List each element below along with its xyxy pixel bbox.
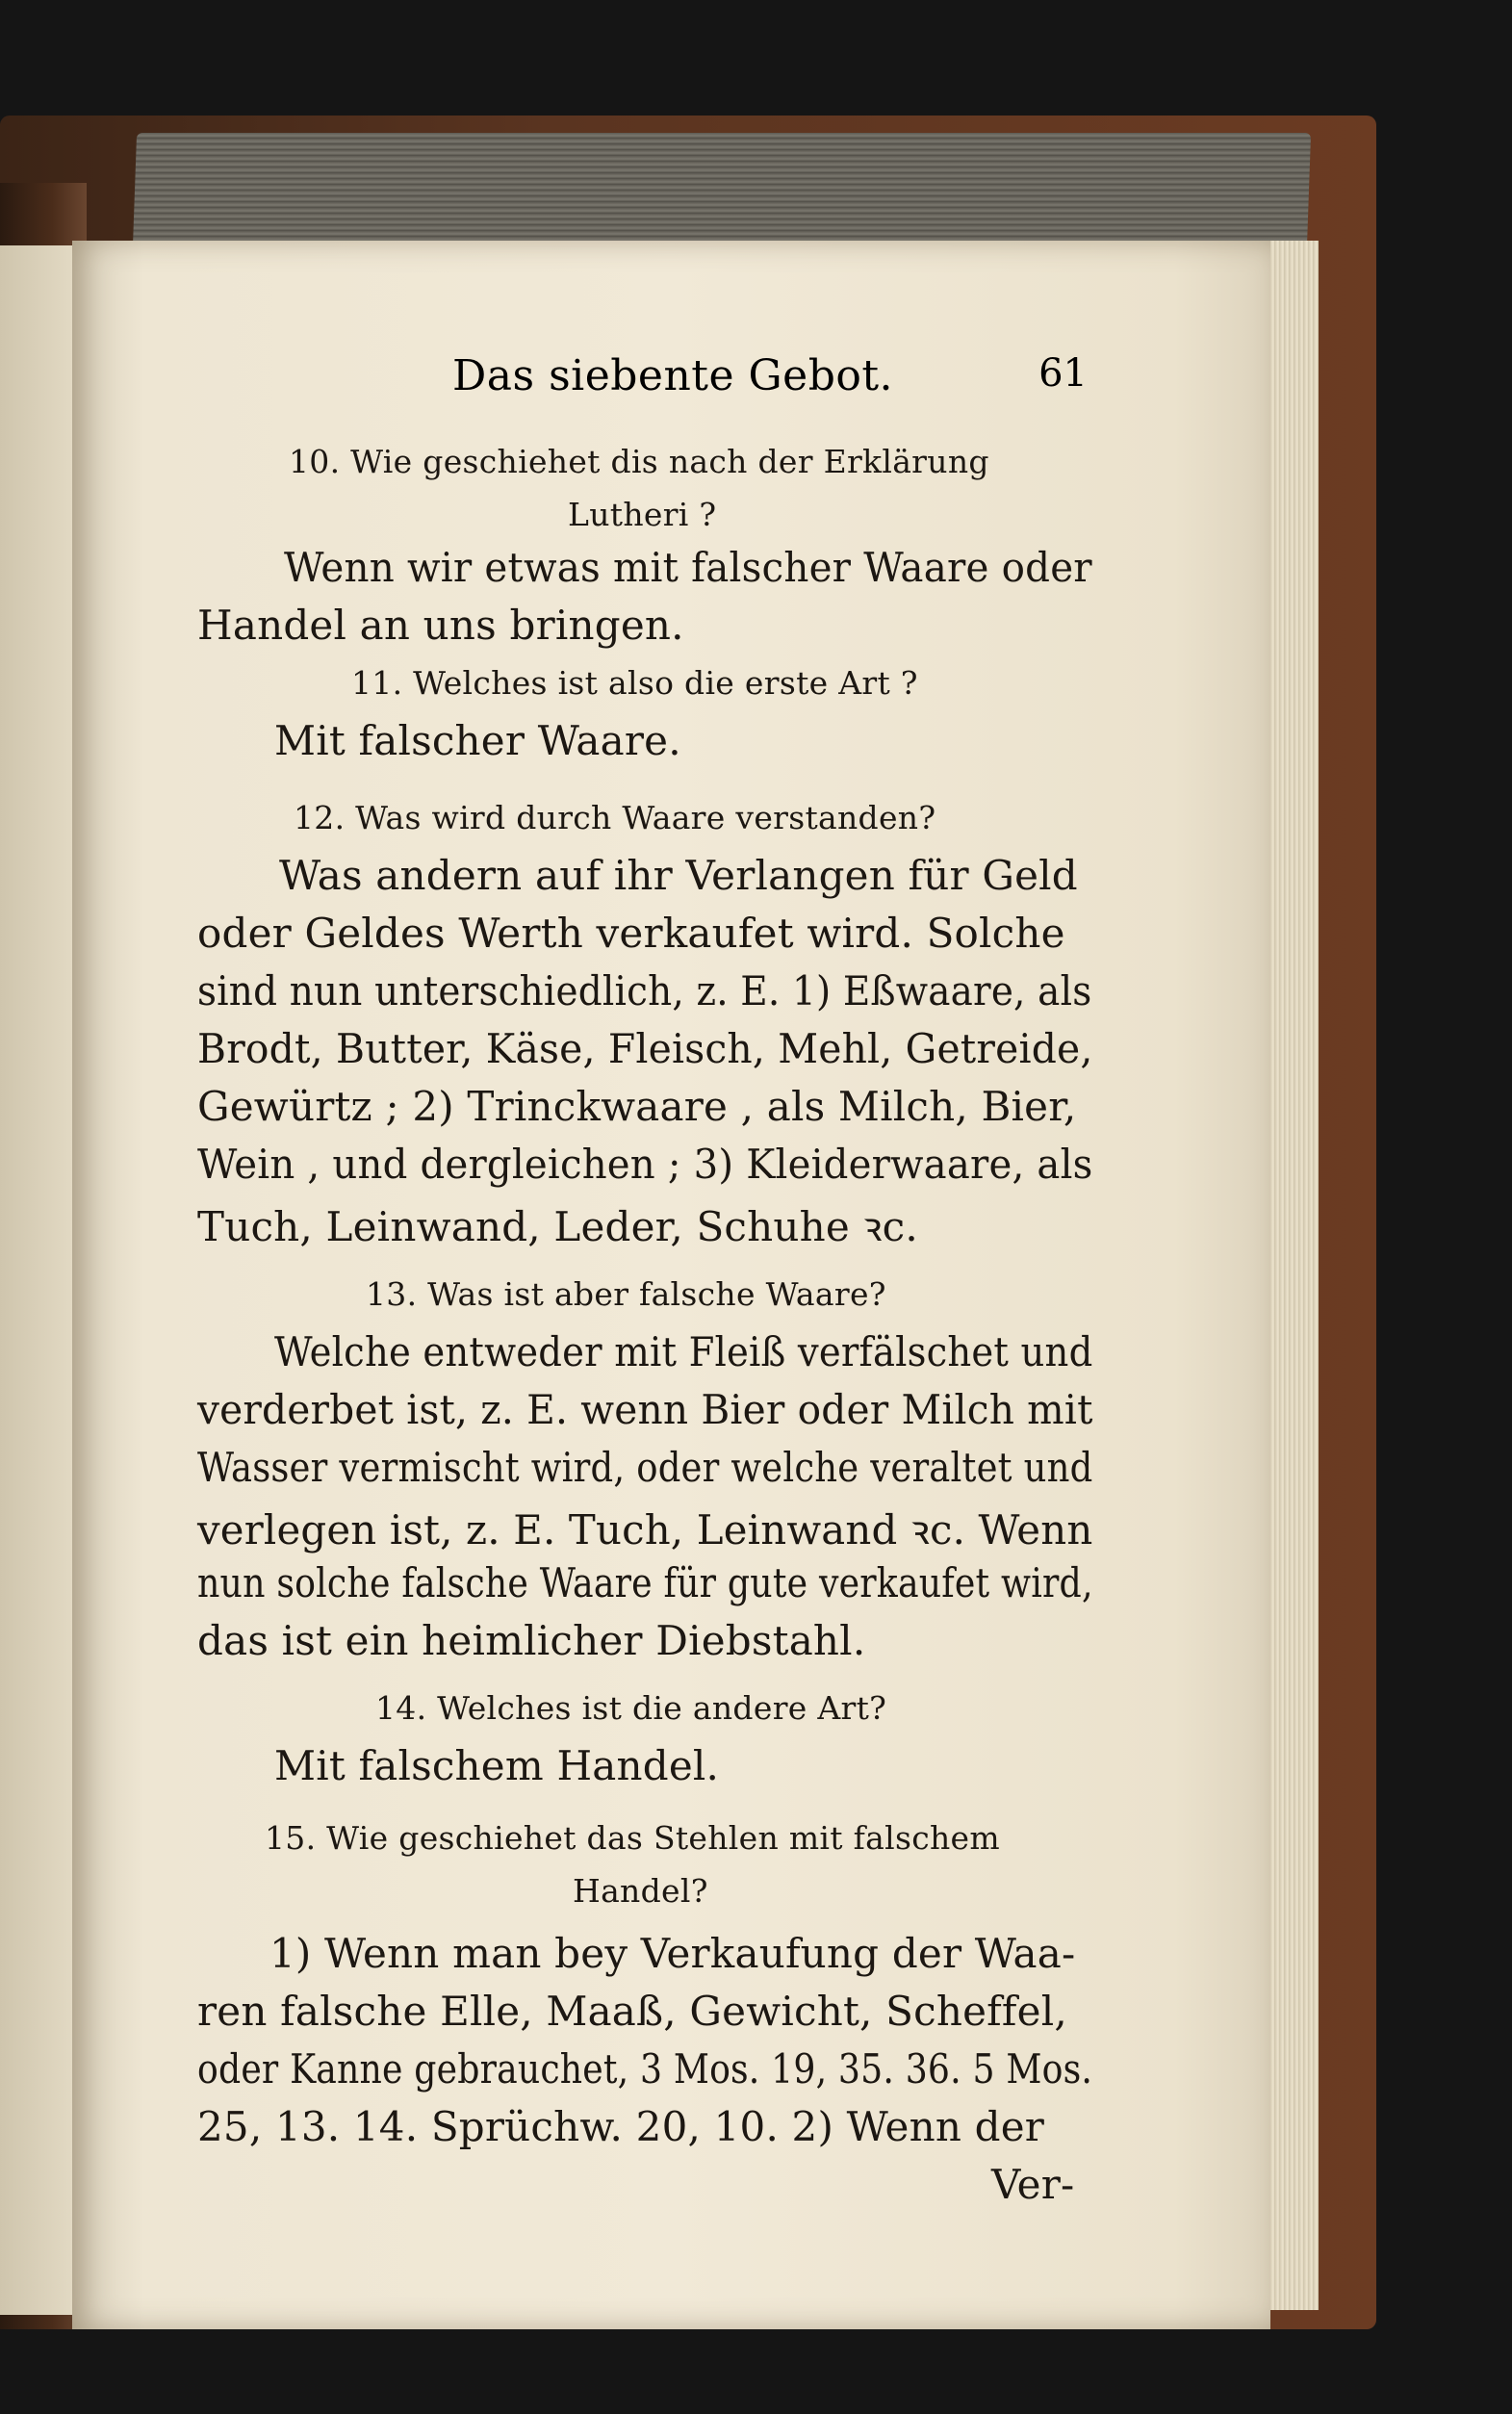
text-line: 1) Wenn man bey Verkaufung der Waa- — [269, 1930, 1076, 1977]
text-line: ren falsche Elle, Maaß, Gewicht, Scheffel, — [197, 1988, 1067, 2035]
text-line: 14. Welches ist die andere Art? — [375, 1689, 887, 1727]
text-line: Lutheri ? — [568, 496, 717, 533]
text-line: Wenn wir etwas mit falscher Waare oder — [284, 544, 1092, 591]
text-line: oder Kanne gebrauchet, 3 Mos. 19, 35. 36. 5 Mos. — [197, 2045, 1093, 2093]
text-line: Gewürtz ; 2) Trinckwaare , als Milch, Bier, — [197, 1083, 1077, 1130]
text-line: Wasser vermischt wird, oder welche veraltet und — [197, 1444, 1093, 1491]
text-line: 11. Welches ist also die erste Art ? — [351, 664, 918, 702]
running-title: Das siebente Gebot. — [452, 351, 894, 400]
text-line: Wein , und dergleichen ; 3) Kleiderwaare, als — [197, 1141, 1093, 1188]
text-line: Handel an uns bringen. — [197, 602, 684, 649]
page-number: 61 — [1038, 351, 1088, 396]
text-line: Tuch, Leinwand, Leder, Schuhe ꝛc. — [197, 1203, 918, 1250]
text-line: 10. Wie geschiehet dis nach der Erklärung — [289, 443, 989, 480]
text-line: Was andern auf ihr Verlangen für Geld — [279, 852, 1078, 899]
page-block-top-edge — [133, 133, 1311, 248]
text-line: verderbet ist, z. E. wenn Bier oder Milch mit — [197, 1386, 1093, 1433]
text-line: Mit falscher Waare. — [274, 717, 681, 764]
text-line: verlegen ist, z. E. Tuch, Leinwand ꝛc. Wenn — [197, 1506, 1093, 1554]
text-line: 13. Was ist aber falsche Waare? — [366, 1275, 886, 1313]
left-page-sliver — [0, 245, 72, 2315]
text-line: 15. Wie geschiehet das Stehlen mit falschem — [265, 1819, 1000, 1857]
text-line: Ver- — [991, 2161, 1075, 2208]
text-line: Brodt, Butter, Käse, Fleisch, Mehl, Getreide, — [197, 1025, 1093, 1072]
text-line: 25, 13. 14. Sprüchw. 20, 10. 2) Wenn der — [197, 2103, 1045, 2150]
page-header — [452, 351, 1088, 409]
text-line: 12. Was wird durch Waare verstanden? — [294, 799, 936, 836]
text-line: Welche entweder mit Fleiß verfälschet und — [274, 1328, 1093, 1375]
text-line: sind nun unterschiedlich, z. E. 1) Eßwaare, als — [197, 967, 1092, 1014]
text-line: das ist ein heimlicher Diebstahl. — [197, 1617, 866, 1664]
text-line: Handel? — [573, 1872, 708, 1910]
text-line: oder Geldes Werth verkaufet wird. Solche — [197, 910, 1065, 957]
text-line: nun solche falsche Waare für gute verkaufet wird, — [197, 1559, 1093, 1606]
text-line: Mit falschem Handel. — [274, 1742, 720, 1789]
